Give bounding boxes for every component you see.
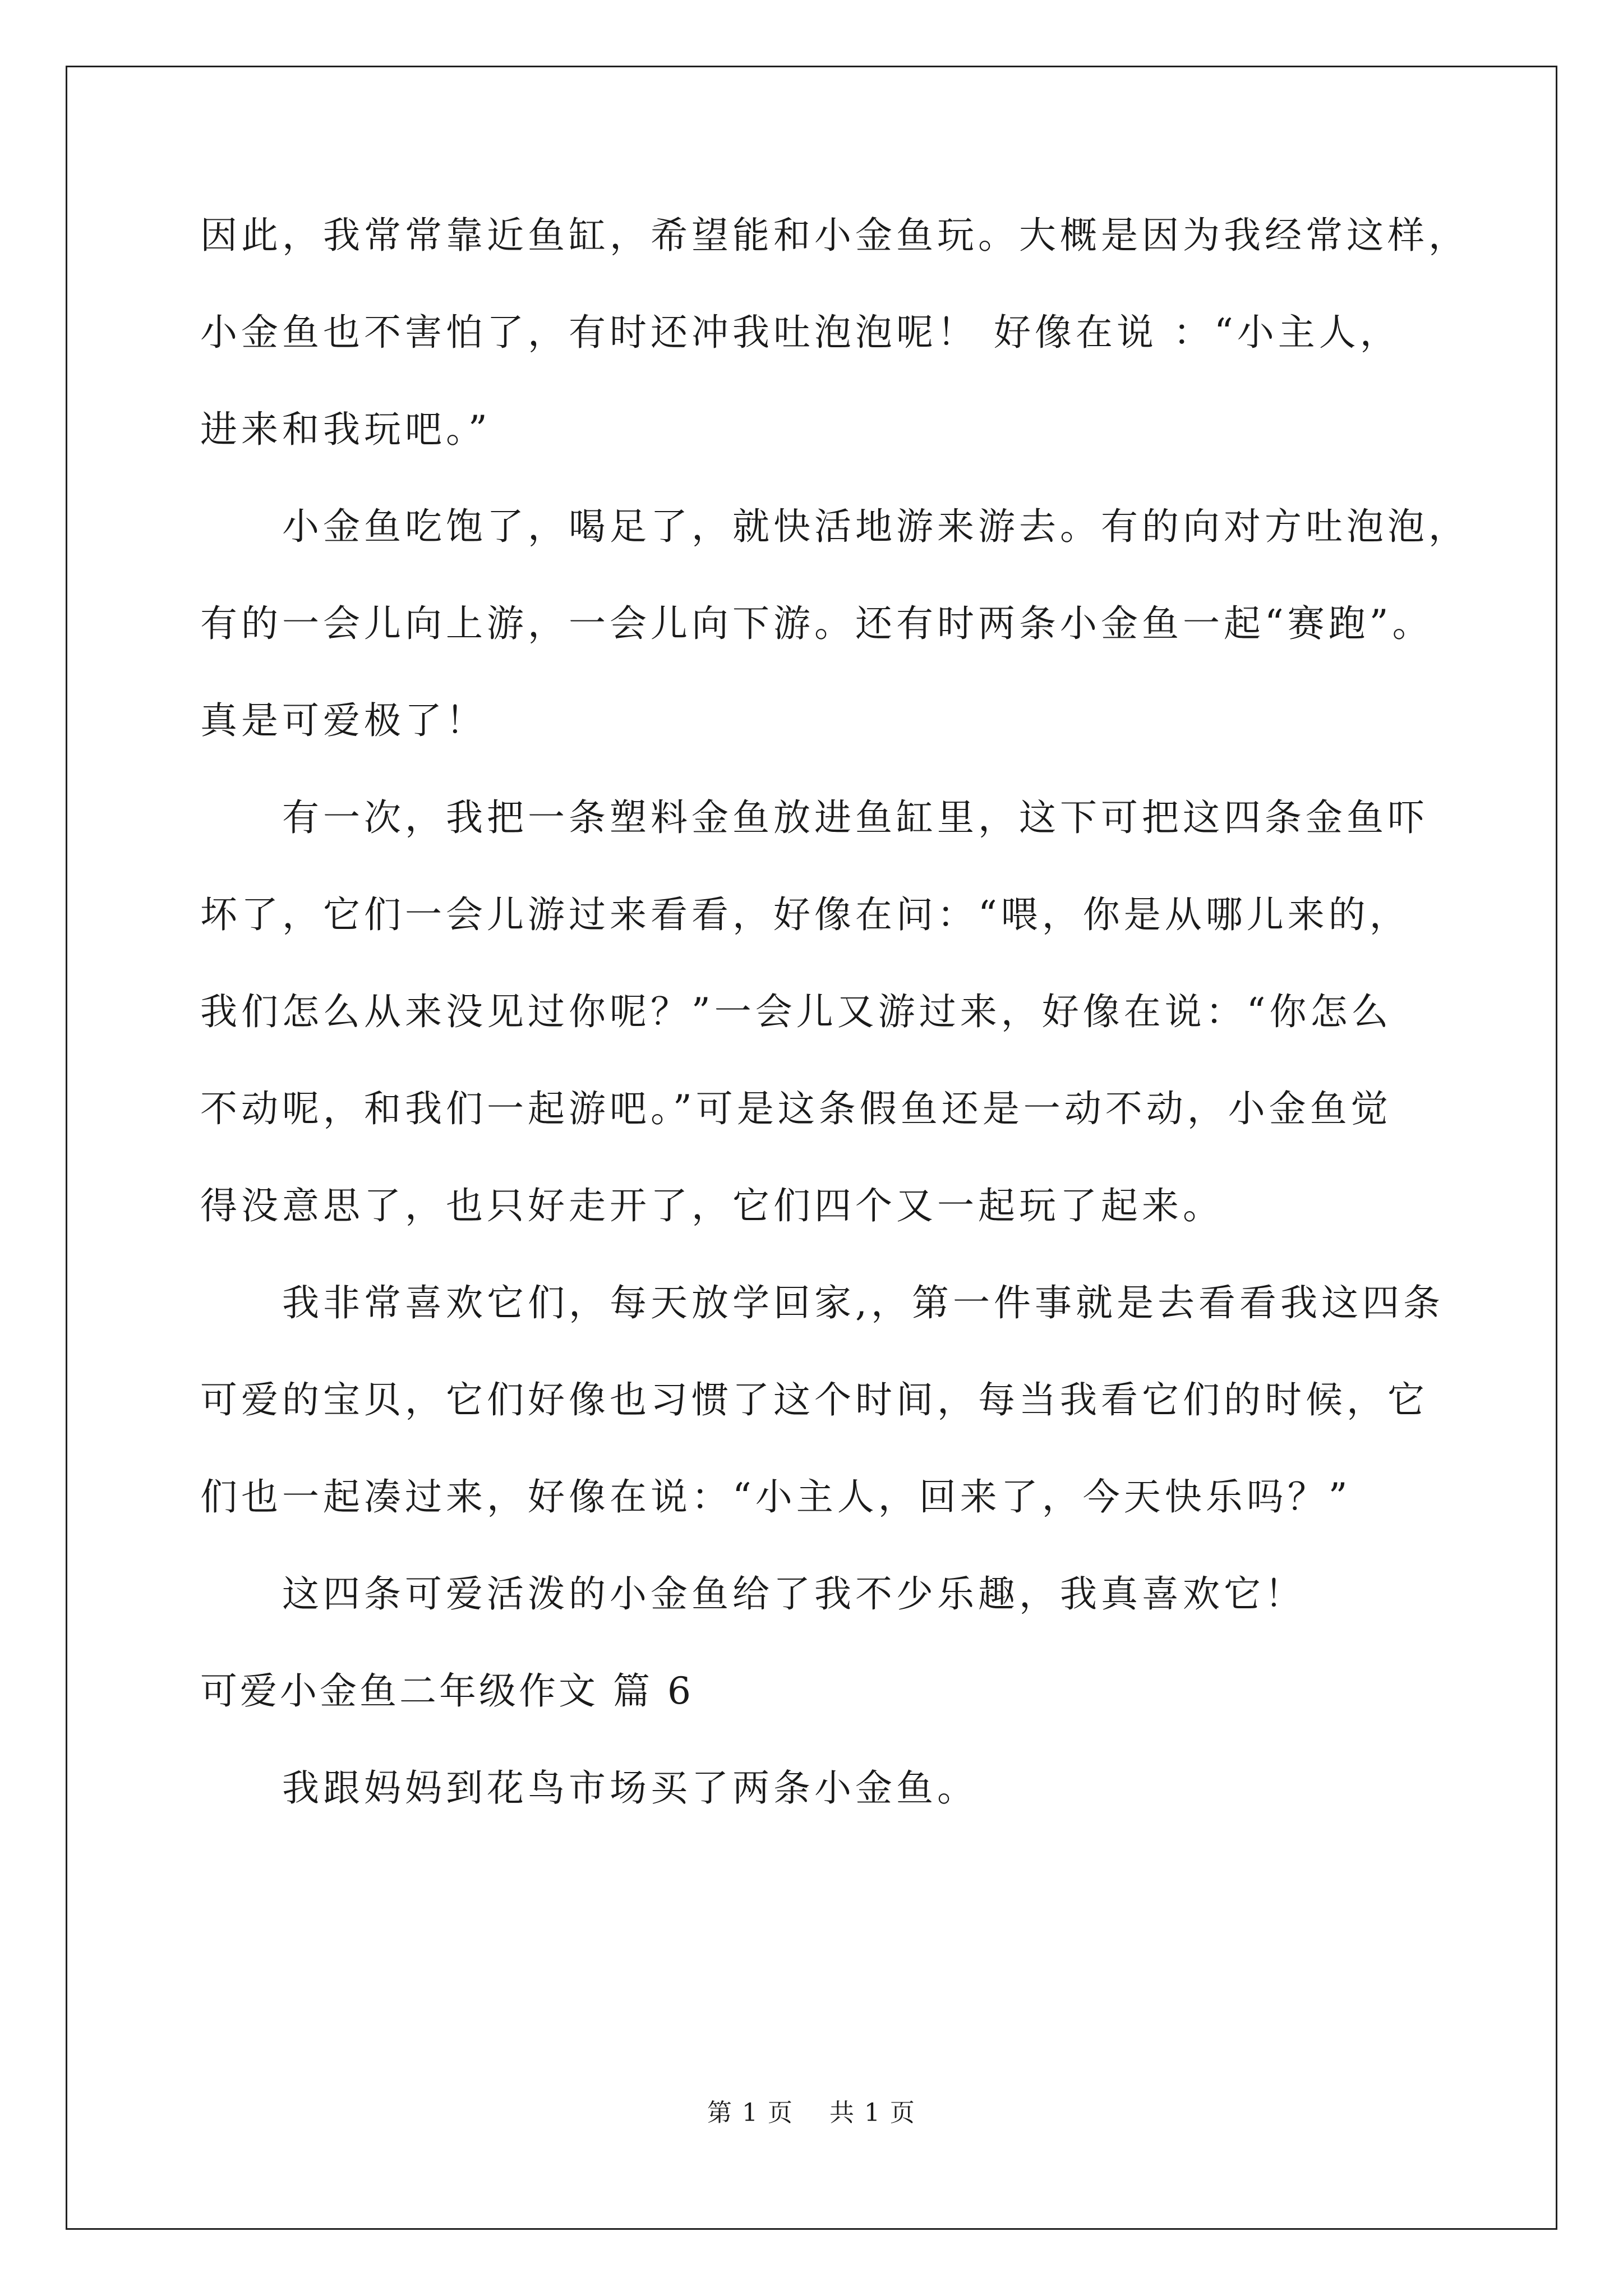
section-heading: 可爱小金鱼二年级作文 篇 6 [200, 1669, 694, 1713]
paragraph-start-line: 有一次，我把一条塑料金鱼放进鱼缸里，这下可把这四条金鱼吓 [282, 796, 1428, 839]
text-line: 进来和我玩吧。” [200, 408, 491, 451]
paragraph-start-line: 小金鱼吃饱了，喝足了，就快活地游来游去。有的向对方吐泡泡， [282, 505, 1469, 548]
paragraph-start-line: 这四条可爱活泼的小金鱼给了我不少乐趣，我真喜欢它！ [282, 1572, 1306, 1616]
text-line: 我们怎么从来没见过你呢？”一会儿又游过来，好像在说：“你怎么 [200, 990, 1393, 1033]
text-line: 可爱的宝贝，它们好像也习惯了这个时间，每当我看它们的时候，它 [200, 1378, 1428, 1421]
paragraph-start-line: 我跟妈妈到花鸟市场买了两条小金鱼。 [282, 1766, 978, 1810]
text-line: 们也一起凑过来，好像在说：“小主人，回来了，今天快乐吗？” [200, 1475, 1352, 1519]
text-line: 有的一会儿向上游，一会儿向下游。还有时两条小金鱼一起“赛跑”。 [200, 602, 1433, 645]
paragraph-start-line: 我非常喜欢它们，每天放学回家,，第一件事就是去看看我这四条 [282, 1281, 1444, 1324]
page-border [66, 66, 1557, 2230]
text-line: 得没意思了，也只好走开了，它们四个又一起玩了起来。 [200, 1184, 1224, 1227]
text-line: 不动呢，和我们一起游吧。”可是这条假鱼还是一动不动，小金鱼觉 [200, 1087, 1392, 1130]
text-line: 坏了，它们一会儿游过来看看，好像在问：“喂，你是从哪儿来的， [200, 893, 1410, 936]
text-line: 因此，我常常靠近鱼缸，希望能和小金鱼玩。大概是因为我经常这样， [200, 214, 1469, 257]
text-line: 小金鱼也不害怕了，有时还冲我吐泡泡呢！ 好像在说 ：“小主人， [200, 311, 1401, 354]
text-line: 真是可爱极了！ [200, 699, 487, 742]
page-footer: 第 1 页 共 1 页 [707, 2099, 916, 2127]
